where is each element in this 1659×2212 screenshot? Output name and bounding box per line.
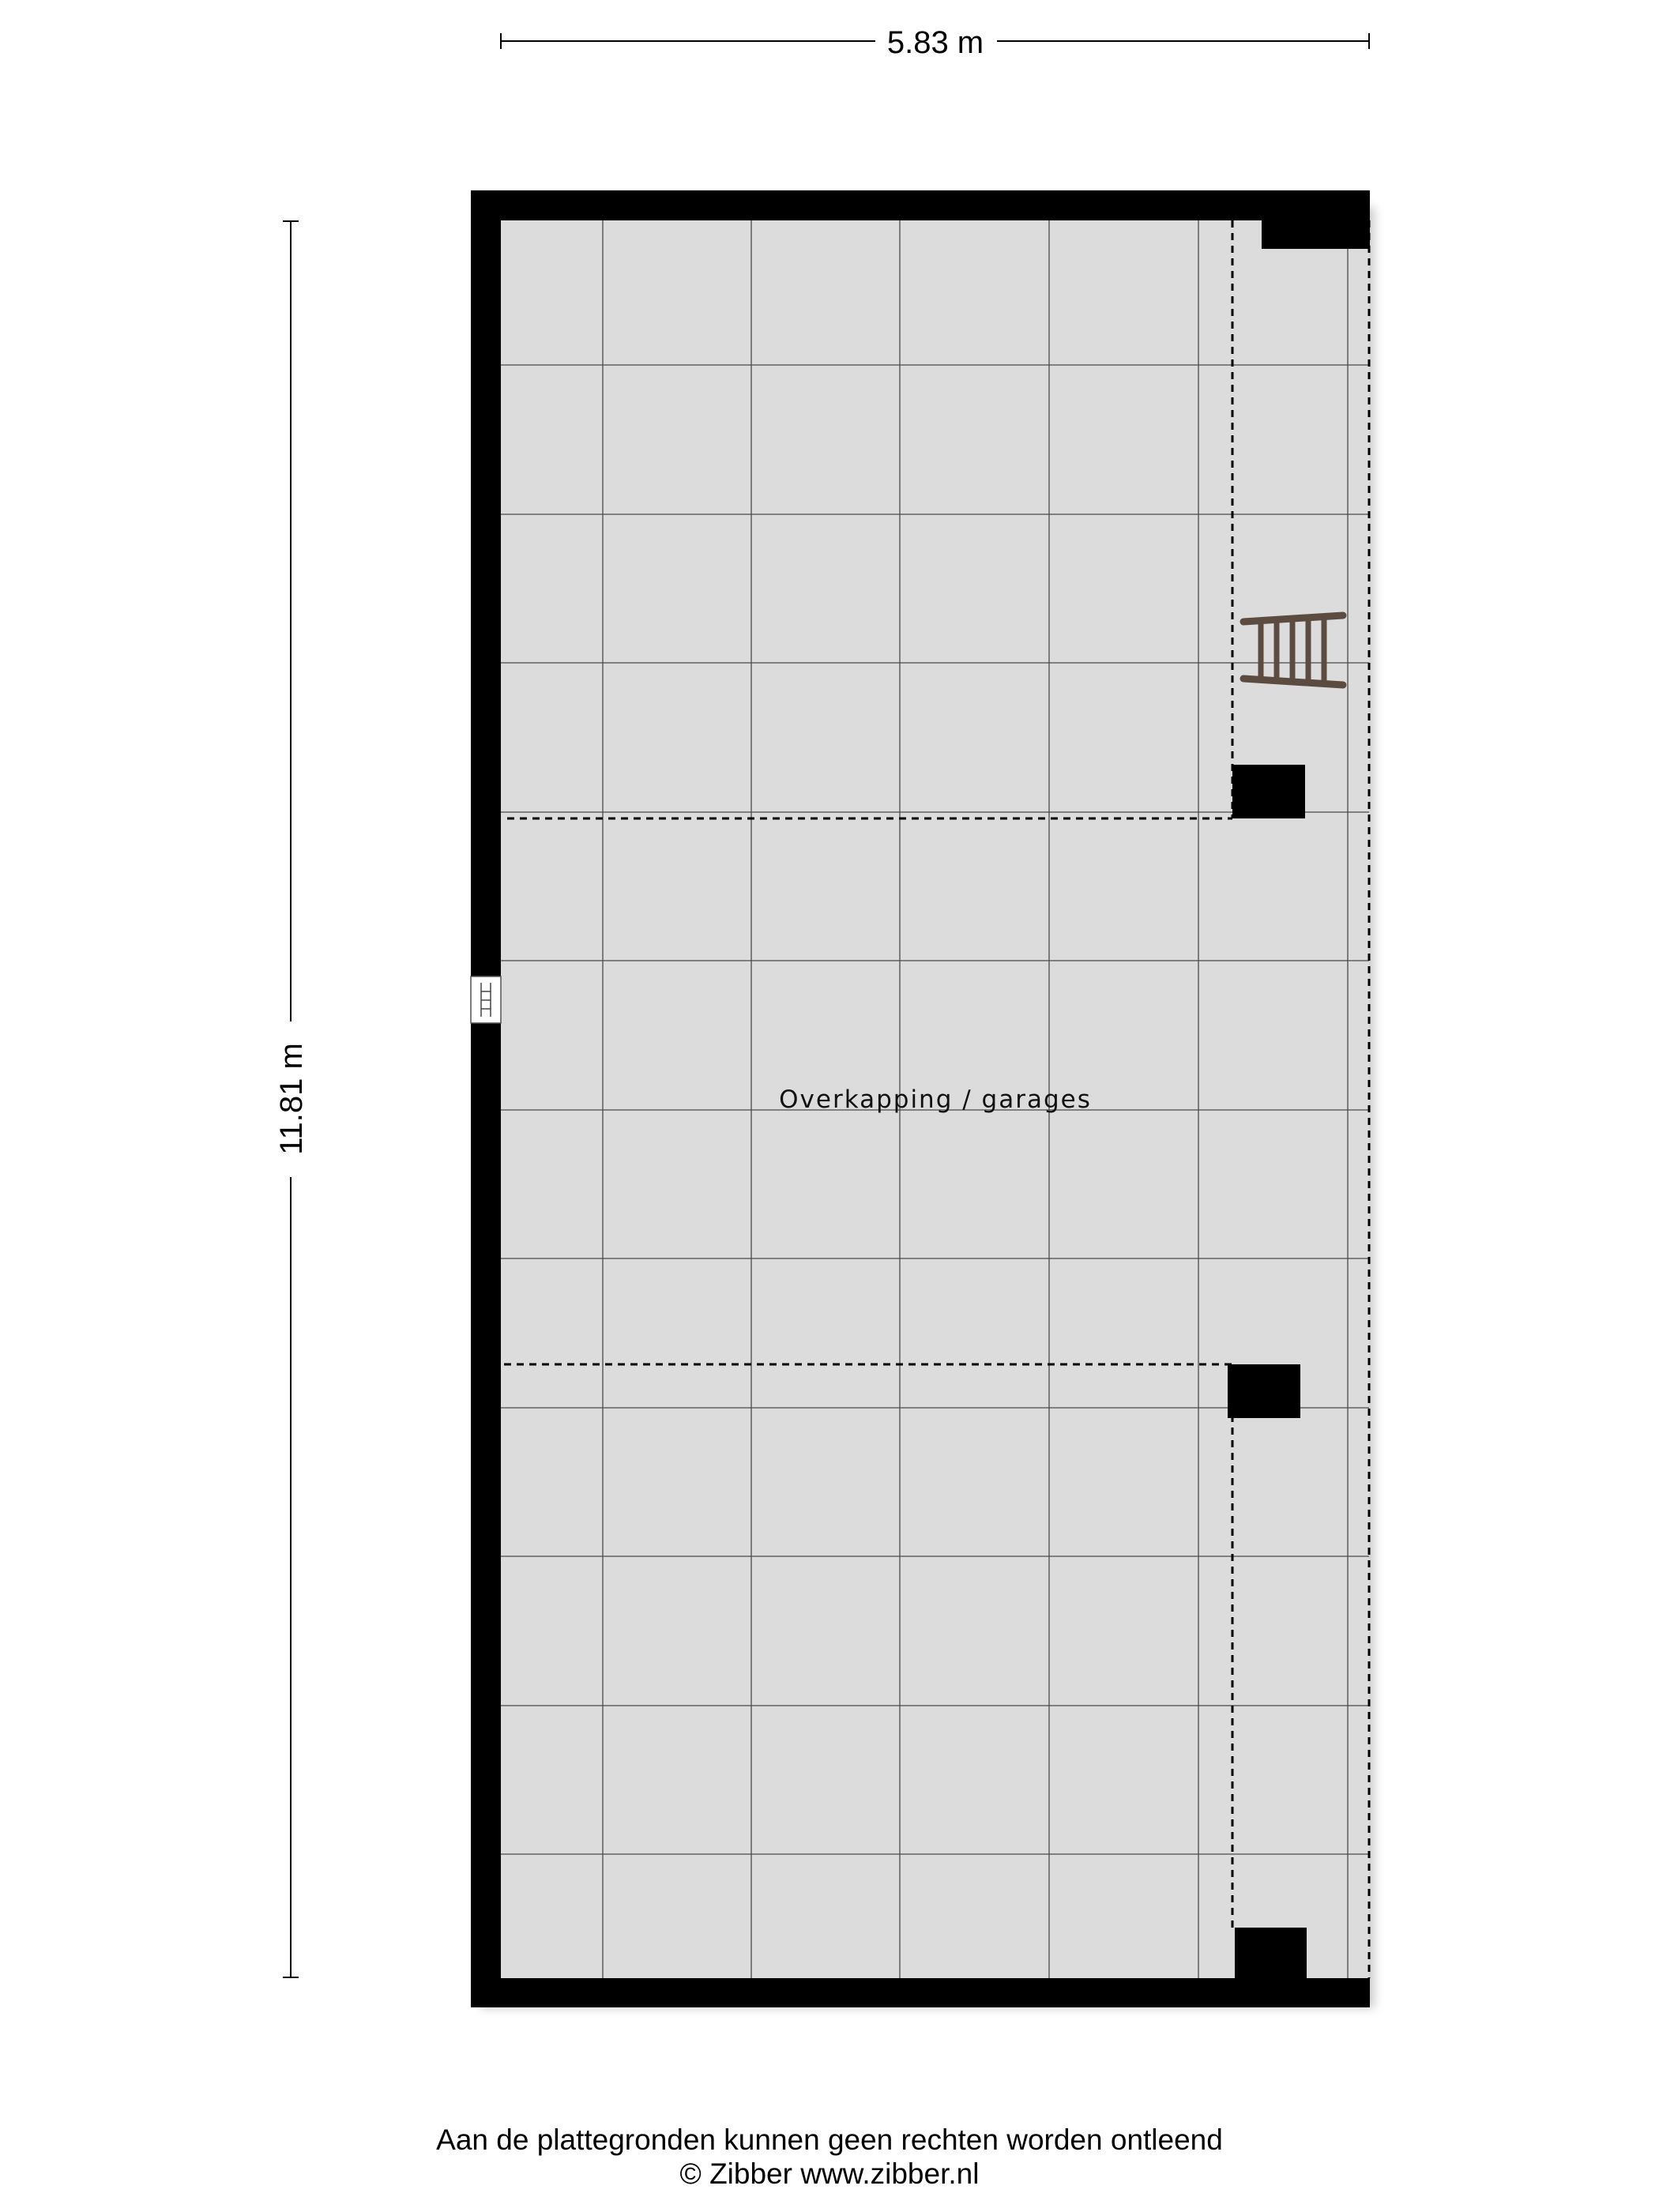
height-dimension (274, 221, 309, 1977)
room-label: Overkapping / garages (779, 1085, 1092, 1114)
column-bottom-right (1235, 1928, 1307, 1980)
width-dimension-label: 5.83 m (886, 25, 984, 60)
copyright-text: © Zibber www.zibber.nl (679, 2157, 980, 2190)
height-dimension-label: 11.81 m (274, 1043, 309, 1155)
column-lower (1228, 1364, 1300, 1418)
wall-top (471, 190, 1370, 220)
width-dimension (501, 25, 1369, 60)
disclaimer-text: Aan de plattegronden kunnen geen rechten worden ontleend (436, 2124, 1223, 2156)
wall-bottom (471, 1978, 1370, 2007)
column-upper (1232, 765, 1305, 818)
column-top-right (1262, 190, 1370, 249)
wall-left-lower (471, 1023, 501, 2007)
window-icon (471, 976, 501, 1023)
wall-left-upper (471, 190, 501, 976)
